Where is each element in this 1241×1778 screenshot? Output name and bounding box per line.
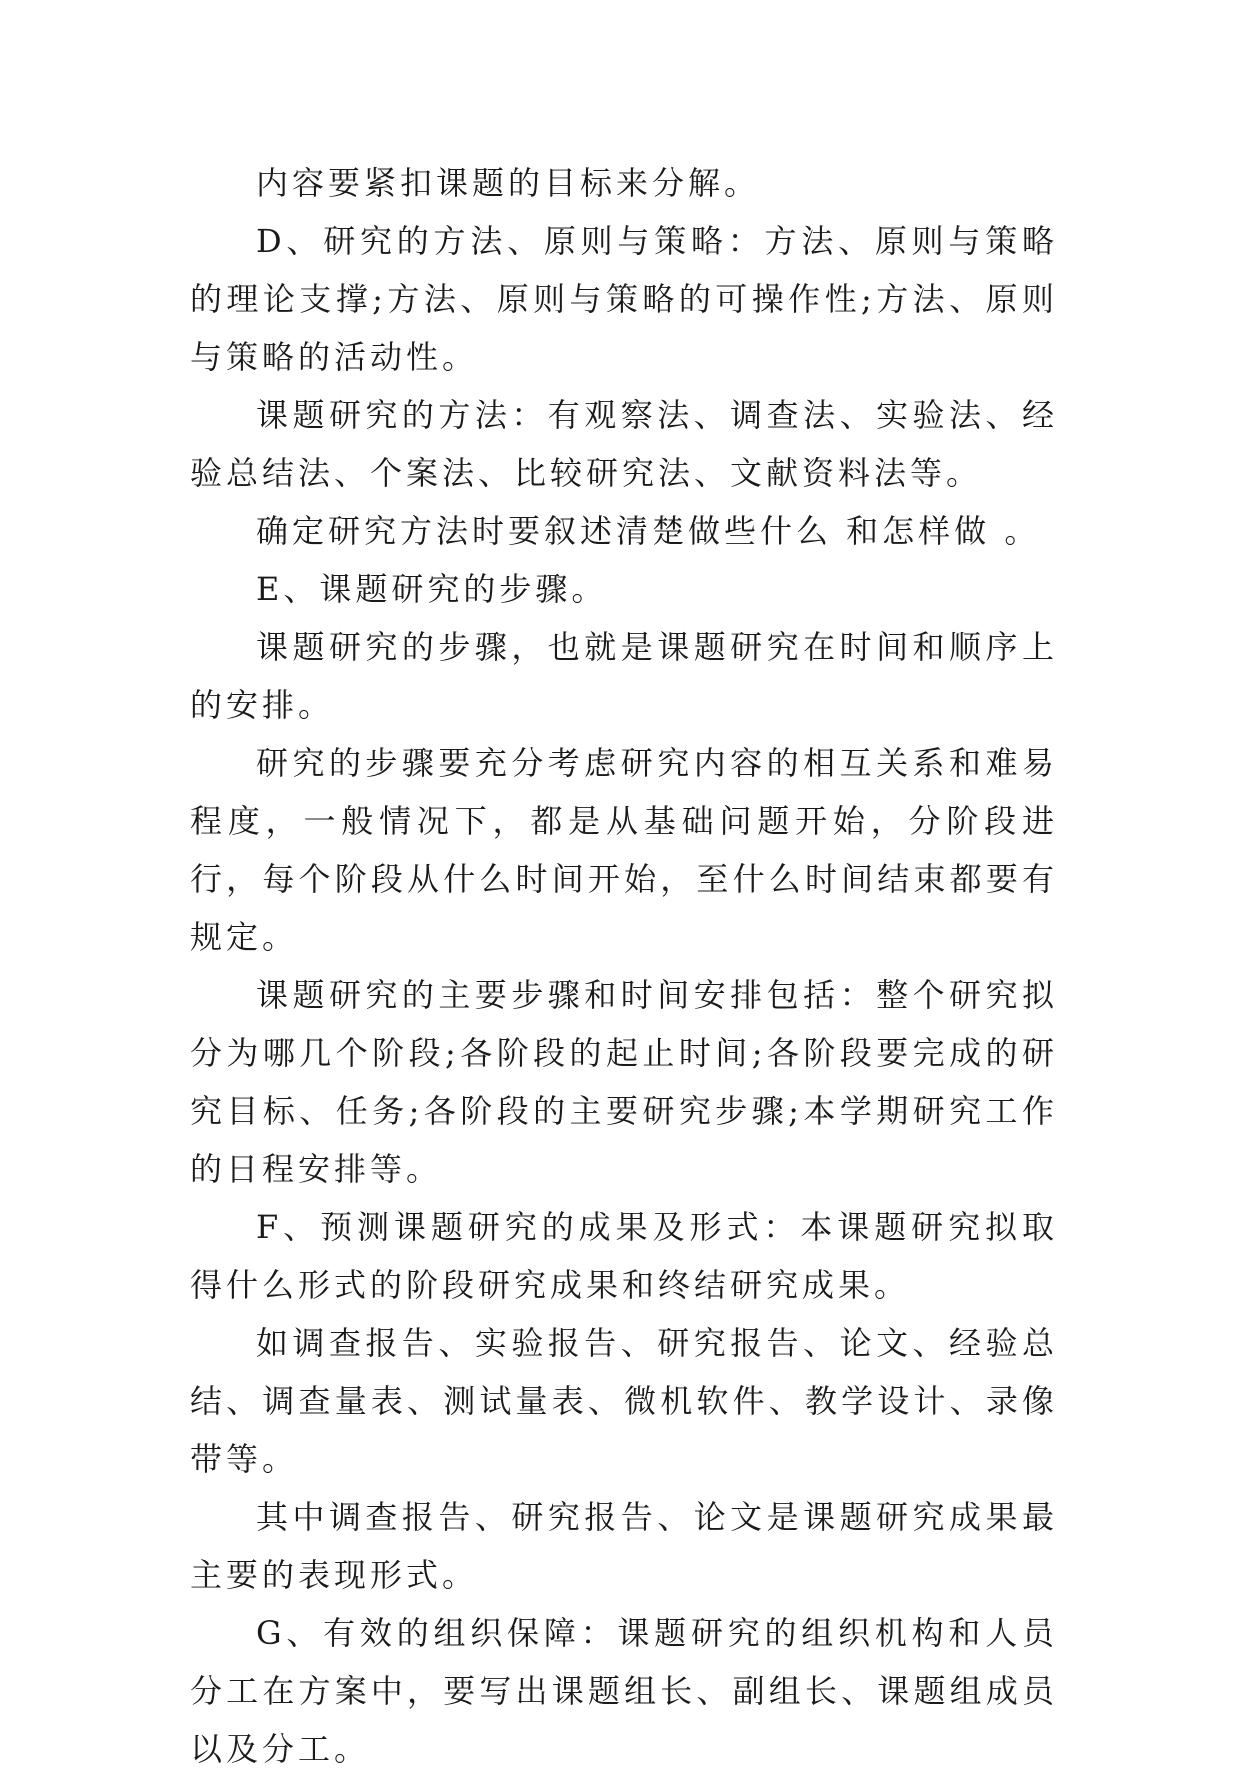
paragraph: E、课题研究的步骤。: [256, 570, 608, 608]
paragraph: D、研究的方法、原则与策略：方法、原则与策略的理论支撑;方法、原则与策略的可操作性;方法、原则与策略的活动性。: [190, 222, 1058, 376]
paragraph: 其中调查报告、研究报告、论文是课题研究成果最主要的表现形式。: [190, 1498, 1058, 1594]
paragraph: 确定研究方法时要叙述清楚做些什么 和怎样做 。: [256, 512, 1041, 550]
paragraph: 课题研究的主要步骤和时间安排包括：整个研究拟分为哪几个阶段;各阶段的起止时间;各阶段要完成的研究目标、任务;各阶段的主要研究步骤;本学期研究工作的日程安排等。: [190, 976, 1058, 1188]
document-body: [190, 154, 1058, 1778]
paragraph: 如调查报告、实验报告、研究报告、论文、经验总结、调查量表、测试量表、微机软件、教学设计、录像带等。: [190, 1324, 1058, 1478]
paragraph: 研究的步骤要充分考虑研究内容的相互关系和难易程度，一般情况下，都是从基础问题开始，分阶段进行，每个阶段从什么时间开始，至什么时间结束都要有规定。: [190, 744, 1058, 956]
paragraph: 课题研究的方法：有观察法、调查法、实验法、经验总结法、个案法、比较研究法、文献资料法等。: [190, 396, 1058, 492]
paragraph: 课题研究的步骤，也就是课题研究在时间和顺序上的安排。: [190, 628, 1058, 724]
paragraph: 内容要紧扣课题的目标来分解。: [256, 164, 761, 202]
paragraph: F、预测课题研究的成果及形式：本课题研究拟取得什么形式的阶段研究成果和终结研究成果。: [190, 1208, 1058, 1304]
paragraph: G、有效的组织保障：课题研究的组织机构和人员分工在方案中，要写出课题组长、副组长、课题组成员以及分工。: [190, 1614, 1058, 1768]
